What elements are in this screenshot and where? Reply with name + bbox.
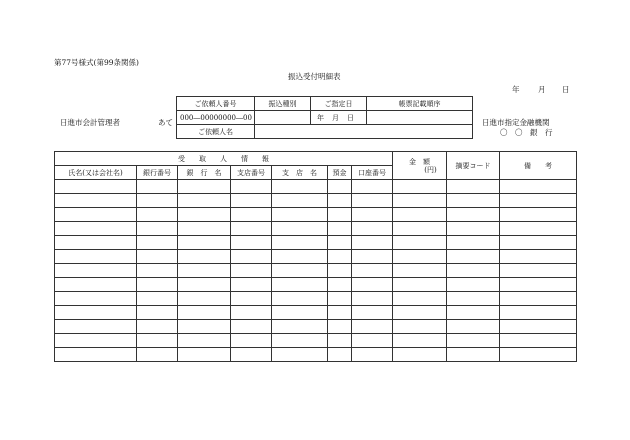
table-cell xyxy=(393,334,447,348)
header-specified-date: ご指定日 xyxy=(311,97,367,111)
table-cell xyxy=(393,306,447,320)
table-cell xyxy=(231,250,272,264)
table-cell xyxy=(137,334,178,348)
table-cell xyxy=(447,320,500,334)
table-row xyxy=(55,278,577,292)
addressee-ate: あて xyxy=(158,118,173,127)
table-cell xyxy=(231,236,272,250)
specified-date-year: 年 xyxy=(317,113,324,122)
table-cell xyxy=(393,348,447,362)
table-cell xyxy=(352,292,393,306)
table-cell xyxy=(352,222,393,236)
table-cell xyxy=(137,194,178,208)
table-cell xyxy=(55,222,137,236)
specified-date-value xyxy=(311,111,367,125)
table-cell xyxy=(328,264,352,278)
table-cell xyxy=(231,194,272,208)
table-cell xyxy=(328,348,352,362)
table-row xyxy=(55,264,577,278)
table-cell xyxy=(500,208,577,222)
table-cell xyxy=(328,334,352,348)
table-cell xyxy=(55,264,137,278)
table-cell xyxy=(137,278,178,292)
table-cell xyxy=(447,348,500,362)
table-cell xyxy=(352,348,393,362)
table-cell xyxy=(328,292,352,306)
table-cell xyxy=(137,292,178,306)
bank-label: 日進市指定金融機関 xyxy=(482,118,550,127)
table-cell xyxy=(447,250,500,264)
table-cell xyxy=(231,292,272,306)
table-cell xyxy=(393,222,447,236)
col-branch-number: 支店番号 xyxy=(231,166,272,180)
table-cell xyxy=(500,222,577,236)
table-cell xyxy=(178,222,231,236)
table-cell xyxy=(55,180,137,194)
table-cell xyxy=(328,194,352,208)
col-bank-number: 銀行番号 xyxy=(137,166,178,180)
table-cell xyxy=(178,180,231,194)
table-cell xyxy=(55,348,137,362)
table-cell xyxy=(55,250,137,264)
table-cell xyxy=(55,236,137,250)
table-cell xyxy=(328,208,352,222)
table-row xyxy=(55,236,577,250)
table-cell xyxy=(500,264,577,278)
transfer-type-value xyxy=(255,111,311,125)
table-cell xyxy=(178,236,231,250)
table-cell xyxy=(55,306,137,320)
table-cell xyxy=(178,278,231,292)
table-cell xyxy=(352,194,393,208)
table-cell xyxy=(272,334,328,348)
amount-label: 金 額 xyxy=(409,157,431,166)
table-cell xyxy=(393,236,447,250)
form-number: 第77号様式(第99条関係) xyxy=(54,58,139,67)
table-cell xyxy=(231,306,272,320)
specified-date-day: 日 xyxy=(347,113,354,122)
form-title: 振込受付明細表 xyxy=(288,72,341,81)
table-cell xyxy=(393,180,447,194)
table-row xyxy=(55,334,577,348)
table-cell xyxy=(178,306,231,320)
table-cell xyxy=(231,222,272,236)
table-cell xyxy=(272,348,328,362)
table-cell xyxy=(178,348,231,362)
table-cell xyxy=(447,264,500,278)
bank-name: 〇 〇 銀 行 xyxy=(500,128,553,137)
table-cell xyxy=(352,264,393,278)
table-cell xyxy=(178,292,231,306)
table-cell xyxy=(447,278,500,292)
table-row xyxy=(55,306,577,320)
date-day: 日 xyxy=(562,85,570,94)
table-cell xyxy=(500,194,577,208)
table-cell xyxy=(137,222,178,236)
addressee: 日進市会計管理者 xyxy=(60,118,120,127)
table-cell xyxy=(231,208,272,222)
table-cell xyxy=(137,180,178,194)
table-cell xyxy=(272,180,328,194)
table-cell xyxy=(447,194,500,208)
table-cell xyxy=(393,194,447,208)
date-month: 月 xyxy=(538,85,546,94)
table-cell xyxy=(500,180,577,194)
table-cell xyxy=(352,208,393,222)
table-cell xyxy=(272,306,328,320)
recipient-info-header: 受 取 人 情 報 xyxy=(55,152,393,166)
table-cell xyxy=(447,334,500,348)
table-cell xyxy=(393,208,447,222)
table-cell xyxy=(500,236,577,250)
table-cell xyxy=(352,320,393,334)
table-cell xyxy=(328,222,352,236)
table-cell xyxy=(352,306,393,320)
table-cell xyxy=(272,278,328,292)
table-cell xyxy=(500,306,577,320)
table-cell xyxy=(328,180,352,194)
amount-header xyxy=(393,152,447,180)
table-row xyxy=(55,208,577,222)
amount-unit: (円) xyxy=(424,165,437,174)
table-cell xyxy=(447,222,500,236)
table-cell xyxy=(137,348,178,362)
table-cell xyxy=(393,292,447,306)
table-cell xyxy=(393,250,447,264)
table-row xyxy=(55,292,577,306)
col-name: 氏名(又は会社名) xyxy=(55,166,137,180)
table-cell xyxy=(178,250,231,264)
col-account-number: 口座番号 xyxy=(352,166,393,180)
table-cell xyxy=(137,320,178,334)
table-cell xyxy=(352,250,393,264)
table-cell xyxy=(352,278,393,292)
table-cell xyxy=(231,348,272,362)
detail-rows xyxy=(55,180,577,362)
table-cell xyxy=(500,334,577,348)
table-cell xyxy=(352,180,393,194)
table-cell xyxy=(447,292,500,306)
header-transfer-type: 振込種別 xyxy=(255,97,311,111)
table-cell xyxy=(500,320,577,334)
header-requester-number: ご依頼人番号 xyxy=(177,97,255,111)
detail-table xyxy=(54,151,577,362)
table-cell xyxy=(447,180,500,194)
table-row xyxy=(55,180,577,194)
table-cell xyxy=(55,278,137,292)
requester-name-value xyxy=(255,125,473,139)
table-cell xyxy=(231,264,272,278)
table-cell xyxy=(393,264,447,278)
table-cell xyxy=(500,278,577,292)
table-cell xyxy=(328,236,352,250)
request-table xyxy=(176,96,473,139)
table-cell xyxy=(393,320,447,334)
table-cell xyxy=(500,292,577,306)
table-row xyxy=(55,250,577,264)
table-cell xyxy=(231,334,272,348)
table-cell xyxy=(137,208,178,222)
table-cell xyxy=(500,348,577,362)
table-cell xyxy=(55,320,137,334)
table-cell xyxy=(55,292,137,306)
table-cell xyxy=(178,208,231,222)
table-cell xyxy=(137,306,178,320)
col-branch-name: 支 店 名 xyxy=(272,166,328,180)
table-cell xyxy=(447,208,500,222)
table-cell xyxy=(272,222,328,236)
table-cell xyxy=(328,278,352,292)
specified-date-month: 月 xyxy=(332,113,339,122)
table-cell xyxy=(272,236,328,250)
table-row xyxy=(55,194,577,208)
table-cell xyxy=(272,264,328,278)
table-cell xyxy=(352,236,393,250)
table-row xyxy=(55,348,577,362)
table-cell xyxy=(231,180,272,194)
table-cell xyxy=(178,194,231,208)
table-cell xyxy=(447,306,500,320)
date-year: 年 xyxy=(512,85,520,94)
table-cell xyxy=(55,334,137,348)
table-cell xyxy=(500,250,577,264)
remarks-header: 備 考 xyxy=(500,152,577,180)
table-cell xyxy=(272,250,328,264)
table-cell xyxy=(231,320,272,334)
table-cell xyxy=(231,278,272,292)
table-cell xyxy=(447,236,500,250)
table-cell xyxy=(272,292,328,306)
table-cell xyxy=(55,208,137,222)
table-cell xyxy=(328,306,352,320)
table-cell xyxy=(137,264,178,278)
table-cell xyxy=(328,320,352,334)
header-form-order: 帳票記載順序 xyxy=(367,97,473,111)
col-deposit: 預金 xyxy=(328,166,352,180)
table-cell xyxy=(137,250,178,264)
table-cell xyxy=(137,236,178,250)
requester-name-label: ご依頼人名 xyxy=(177,125,255,139)
table-row xyxy=(55,320,577,334)
table-cell xyxy=(178,334,231,348)
requester-number-value: 000―00000000―00 xyxy=(177,111,255,125)
table-cell xyxy=(272,194,328,208)
table-cell xyxy=(178,320,231,334)
summary-code-header: 摘要コード xyxy=(447,152,500,180)
table-cell xyxy=(178,264,231,278)
table-cell xyxy=(352,334,393,348)
col-bank-name: 銀 行 名 xyxy=(178,166,231,180)
table-row xyxy=(55,222,577,236)
form-order-value xyxy=(367,111,473,125)
table-cell xyxy=(55,194,137,208)
table-cell xyxy=(272,320,328,334)
table-cell xyxy=(393,278,447,292)
table-cell xyxy=(328,250,352,264)
table-cell xyxy=(272,208,328,222)
